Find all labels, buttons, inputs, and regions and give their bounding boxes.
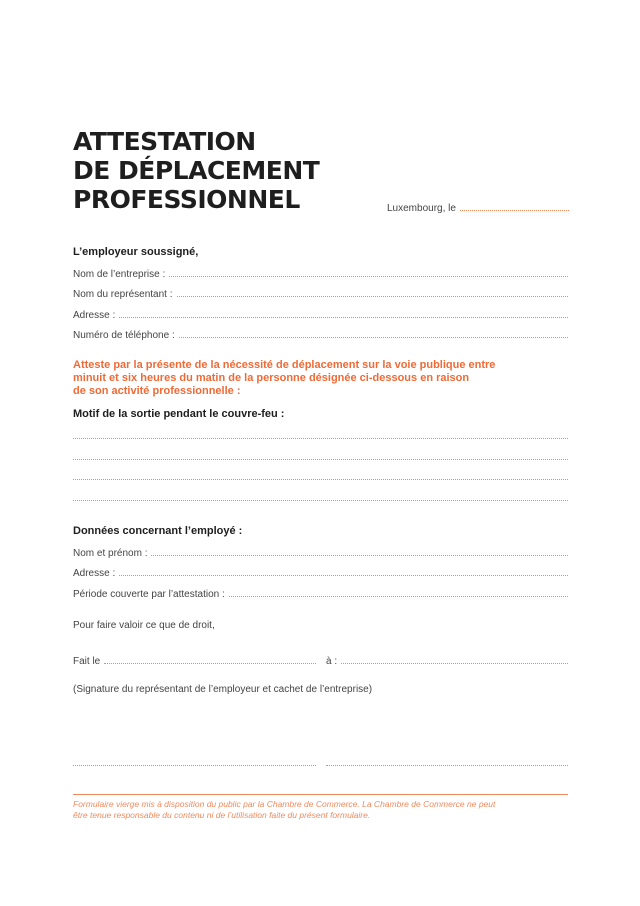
employer-address-input-line[interactable]: [119, 309, 568, 318]
company-name-field[interactable]: [73, 268, 568, 280]
motif-input-line-3[interactable]: [73, 479, 568, 480]
title-line-2: DE DÉPLACEMENT: [73, 156, 320, 185]
employee-name-label: Nom et prénom :: [73, 548, 148, 559]
place-date-field[interactable]: [387, 202, 569, 214]
employee-address-field[interactable]: [73, 567, 568, 579]
employee-address-label: Adresse :: [73, 568, 116, 579]
employee-heading: Données concernant l’employé :: [73, 525, 243, 537]
location-field[interactable]: [326, 655, 568, 667]
attestation-line-3: de son activité professionnelle :: [73, 385, 241, 397]
fait-le-field[interactable]: [73, 655, 316, 667]
employee-name-input-line[interactable]: [151, 547, 568, 556]
period-label: Période couverte par l’attestation :: [73, 589, 225, 600]
employer-address-field[interactable]: [73, 309, 568, 321]
title-line-3: PROFESSIONNEL: [73, 185, 300, 214]
motif-input-line-4[interactable]: [73, 500, 568, 501]
company-name-input-line[interactable]: [169, 268, 568, 277]
attestation-line-2: minuit et six heures du matin de la personne désignée ci-dessous en raison: [73, 372, 470, 384]
representative-label: Nom du représentant :: [73, 289, 173, 300]
period-field[interactable]: [73, 588, 568, 600]
stamp-line[interactable]: [326, 765, 568, 766]
employer-address-label: Adresse :: [73, 310, 116, 321]
phone-label: Numéro de téléphone :: [73, 330, 175, 341]
representative-field[interactable]: [73, 288, 568, 300]
employee-name-field[interactable]: [73, 547, 568, 559]
signature-note: (Signature du représentant de l’employeur et cachet de l’entreprise): [73, 684, 373, 695]
employer-heading: L’employeur soussigné,: [73, 246, 199, 258]
attestation-line-1: Atteste par la présente de la nécessité de déplacement sur la voie publique entre: [73, 359, 496, 371]
representative-input-line[interactable]: [177, 288, 569, 297]
motif-input-line-2[interactable]: [73, 459, 568, 460]
fait-le-label: Fait le: [73, 656, 101, 667]
period-input-line[interactable]: [229, 588, 568, 597]
title-line-1: ATTESTATION: [73, 127, 256, 156]
employee-address-input-line[interactable]: [119, 567, 568, 576]
signature-line[interactable]: [73, 765, 316, 766]
place-date-input-line[interactable]: [460, 202, 569, 211]
location-label: à :: [326, 656, 338, 667]
place-date-label: Luxembourg, le: [387, 203, 456, 214]
fait-le-input-line[interactable]: [104, 655, 316, 664]
closing-text: Pour faire valoir ce que de droit,: [73, 620, 215, 631]
phone-input-line[interactable]: [179, 329, 568, 338]
location-input-line[interactable]: [341, 655, 568, 664]
footer-rule: [73, 794, 568, 795]
company-name-label: Nom de l’entreprise :: [73, 269, 166, 280]
footer-line-2: être tenue responsable du contenu ni de l’utilisation faite du présent formulaire.: [73, 810, 371, 820]
motif-input-line-1[interactable]: [73, 438, 568, 439]
footer-line-1: Formulaire vierge mis à disposition du public par la Chambre de Commerce. La Chambre de Commerce ne peut: [73, 799, 496, 809]
phone-field[interactable]: [73, 329, 568, 341]
document-title: [73, 127, 319, 214]
motif-heading: Motif de la sortie pendant le couvre-feu :: [73, 408, 285, 420]
footer-disclaimer: [73, 799, 573, 821]
attestation-statement: [73, 359, 568, 398]
